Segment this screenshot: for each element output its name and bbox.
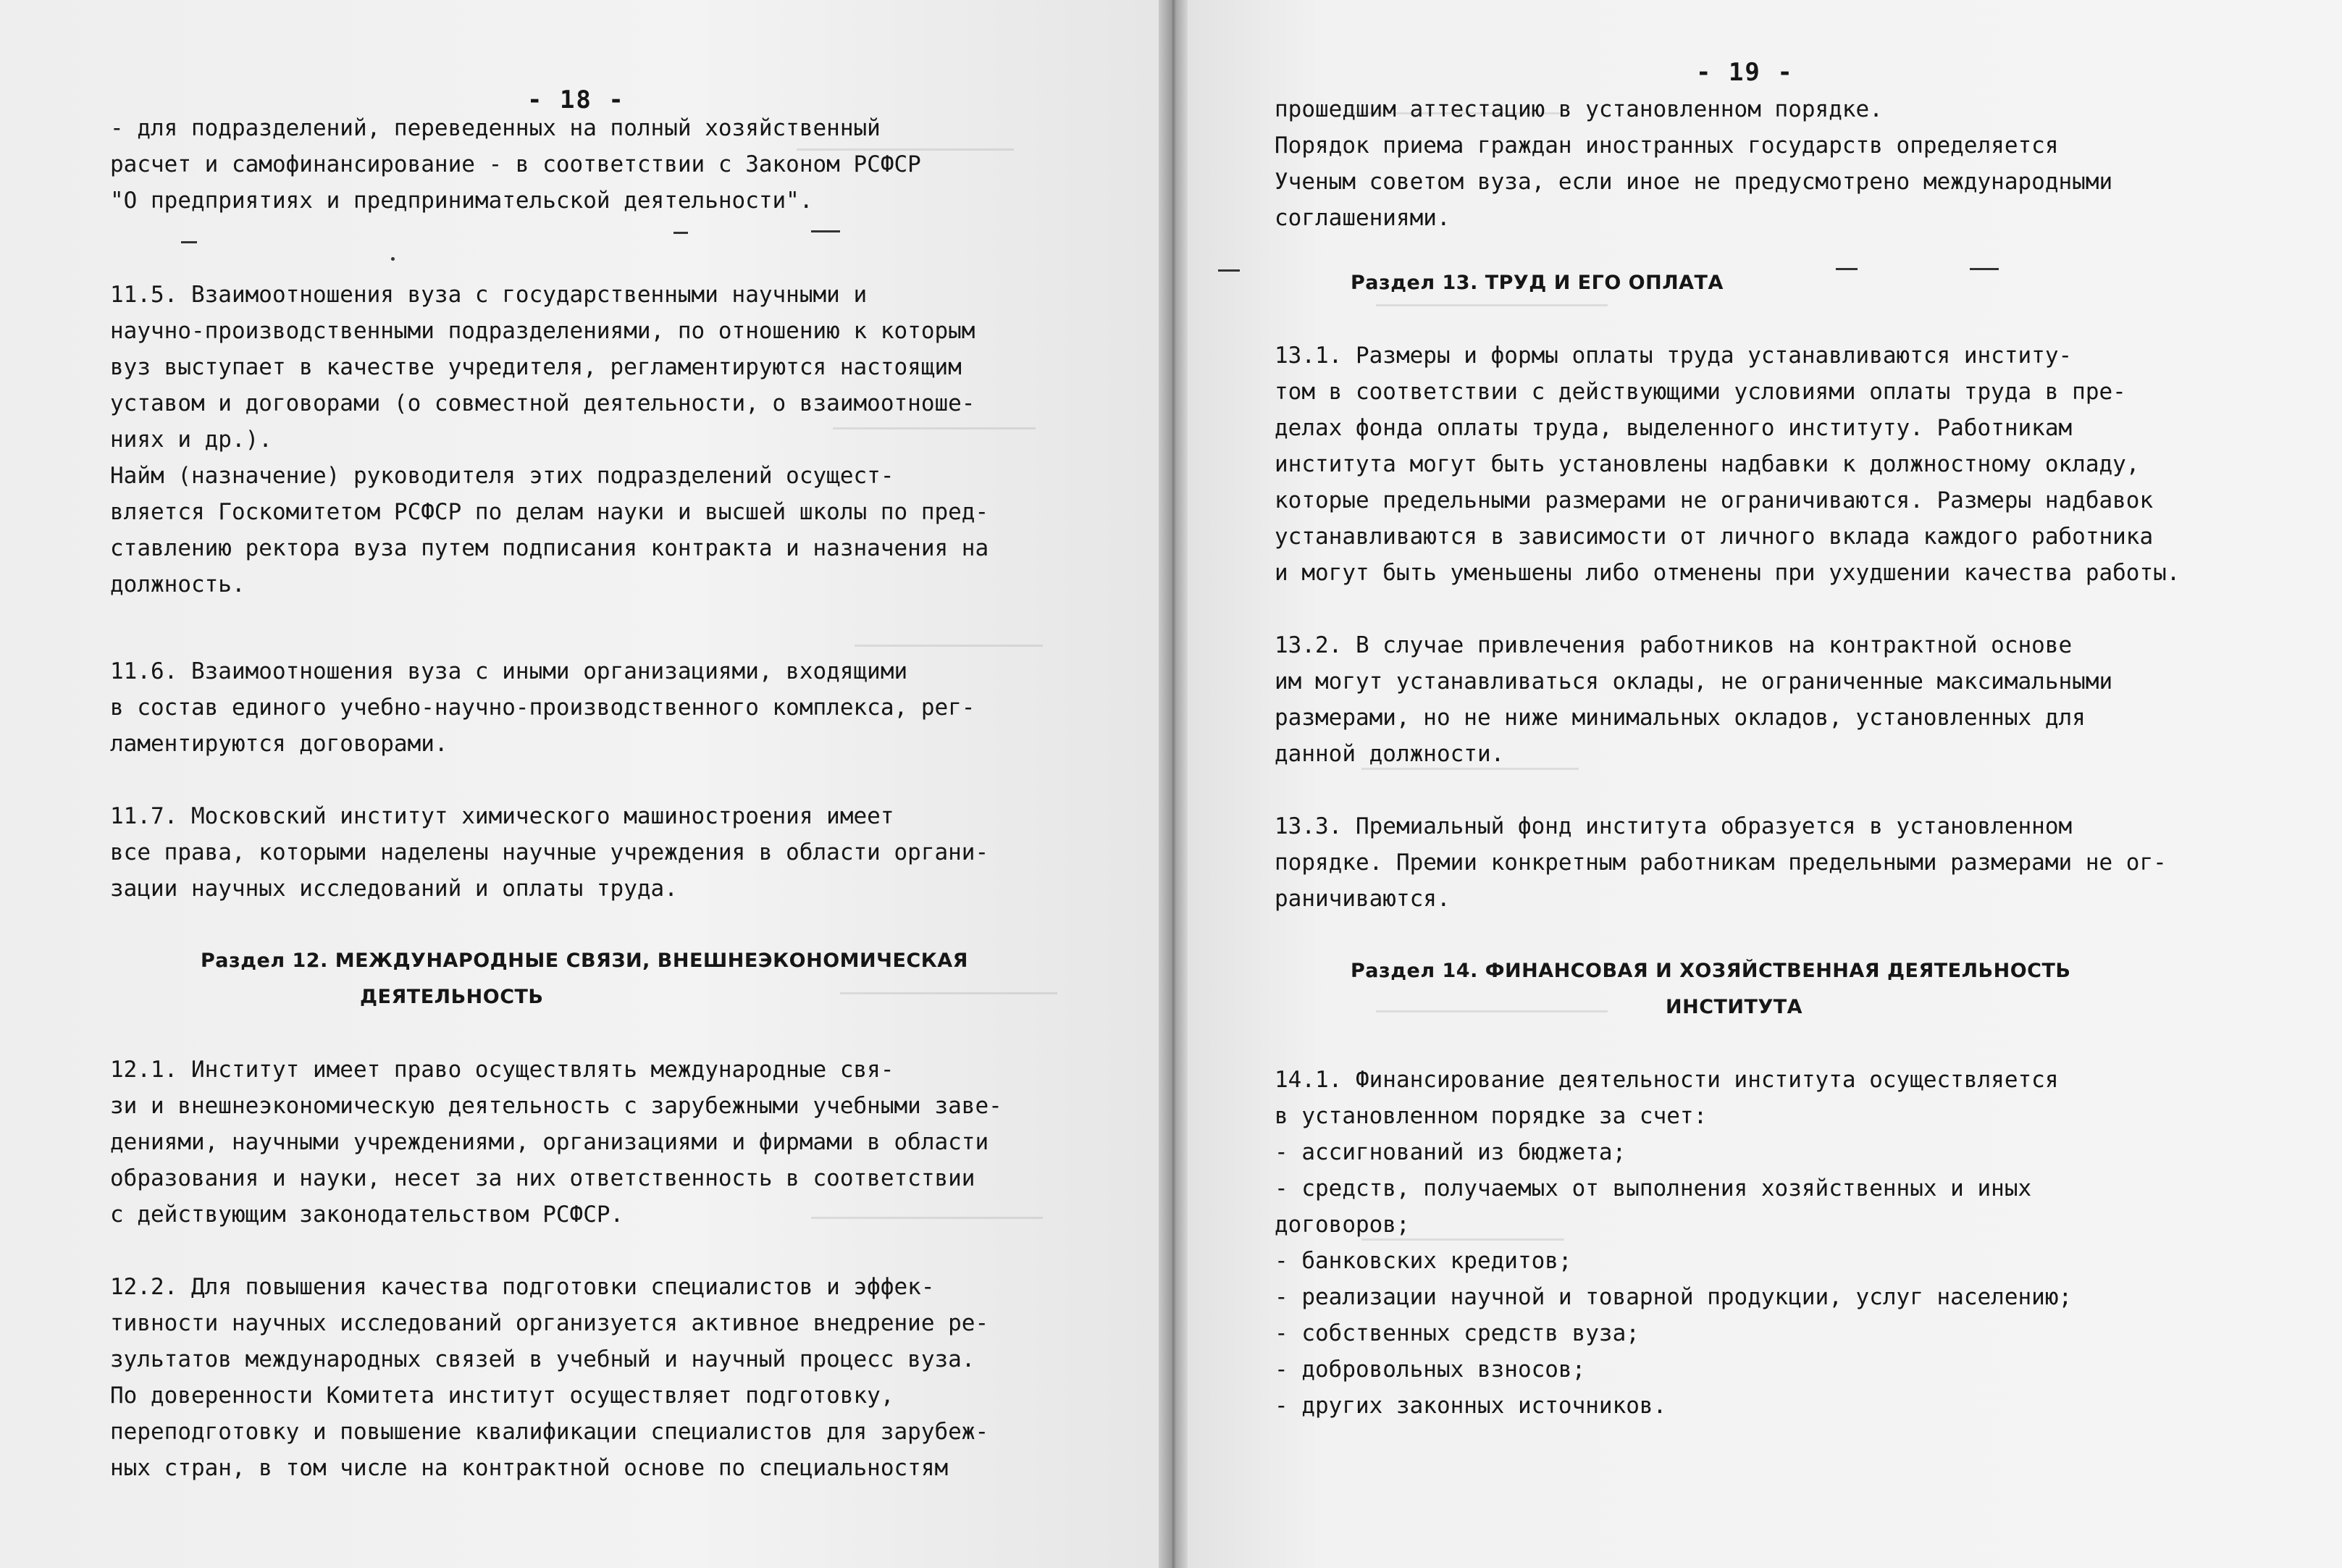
text-line: 11.7. Московский институт химического машиностроения имеет: [110, 803, 894, 829]
section-heading: ДЕЯТЕЛЬНОСТЬ: [360, 986, 544, 1008]
text-line: 14.1. Финансирование деятельности института осуществляется: [1275, 1067, 2059, 1093]
list-item: договоров;: [1275, 1212, 1410, 1238]
text-line: все права, которыми наделены научные учреждения в области органи-: [110, 839, 989, 865]
text-line: дениями, научными учреждениями, организациями и фирмами в области: [110, 1129, 989, 1155]
text-line: ламентируются договорами.: [110, 731, 448, 757]
right-page-body: [1275, 91, 2180, 1424]
text-line: ных стран, в том числе на контрактной основе по специальностям: [110, 1455, 949, 1481]
page-number-19: - 19 -: [1696, 58, 1794, 87]
text-line: расчет и самофинансирование - в соответствии с Законом РСФСР: [110, 151, 921, 177]
text-line: "О предприятиях и предпринимательской деятельности".: [110, 188, 813, 214]
text-line: в установленном порядке за счет:: [1275, 1103, 1708, 1129]
section-heading: Раздел 13. ТРУД И ЕГО ОПЛАТА: [1351, 272, 1724, 294]
text-line: вуз выступает в качестве учредителя, регламентируются настоящим: [110, 354, 962, 380]
text-line: тивности научных исследований организуется активное внедрение ре-: [110, 1310, 989, 1336]
text-line: размерами, но не ниже минимальных окладов, установленных для: [1275, 705, 2086, 731]
right-page: [1188, 0, 2342, 1568]
text-line: прошедшим аттестацию в установленном порядке.: [1275, 96, 1883, 122]
list-item: - банковских кредитов;: [1275, 1248, 1572, 1274]
section-heading: Раздел 14. ФИНАНСОВАЯ И ХОЗЯЙСТВЕННАЯ ДЕЯТЕЛЬНОСТЬ: [1351, 960, 2071, 982]
text-line: делах фонда оплаты труда, выделенного институту. Работникам: [1275, 415, 2073, 441]
text-line: ставлению ректора вуза путем подписания контракта и назначения на: [110, 535, 989, 561]
text-line: том в соответствии с действующими условиями оплаты труда в пре-: [1275, 379, 2126, 405]
section-heading: Раздел 12. МЕЖДУНАРОДНЫЕ СВЯЗИ, ВНЕШНЕЭКОНОМИЧЕСКАЯ: [201, 949, 968, 972]
text-line: уставом и договорами (о совместной деятельности, о взаимоотноше-: [110, 390, 975, 416]
text-line: раничиваются.: [1275, 886, 1451, 912]
text-line: научно-производственными подразделениями, по отношению к которым: [110, 318, 975, 344]
text-line: 11.5. Взаимоотношения вуза с государственными научными и: [110, 282, 868, 308]
text-line: института могут быть установлены надбавки к должностному окладу,: [1275, 451, 2140, 477]
text-line: По доверенности Комитета институт осуществляет подготовку,: [110, 1383, 894, 1409]
text-line: переподготовку и повышение квалификации специалистов для зарубеж-: [110, 1419, 989, 1445]
text-line: в состав единого учебно-научно-производственного комплекса, рег-: [110, 695, 975, 721]
book-gutter: [1159, 0, 1188, 1568]
text-line: данной должности.: [1275, 741, 1505, 767]
left-page: [0, 0, 1159, 1568]
text-line: 12.1. Институт имеет право осуществлять международные свя-: [110, 1057, 894, 1083]
page-number-18: - 18 -: [527, 85, 625, 114]
list-item: - ассигнований из бюджета;: [1275, 1139, 1627, 1165]
text-line: зи и внешнеэкономическую деятельность с зарубежными учебными заве-: [110, 1093, 1002, 1119]
text-line: 13.1. Размеры и формы оплаты труда устанавливаются институ-: [1275, 343, 2073, 369]
text-line: должность.: [110, 571, 245, 598]
list-item: - реализации научной и товарной продукции, услуг населению;: [1275, 1284, 2073, 1310]
stray-mark: [1218, 269, 1240, 272]
text-line: устанавливаются в зависимости от личного вклада каждого работника: [1275, 524, 2154, 550]
text-line: Ученым советом вуза, если иное не предусмотрено международными: [1275, 169, 2113, 195]
text-line: 13.2. В случае привлечения работников на контрактной основе: [1275, 632, 2073, 658]
text-line: и могут быть уменьшены либо отменены при ухудшении качества работы.: [1275, 560, 2181, 586]
text-line: зультатов международных связей в учебный и научный процесс вуза.: [110, 1346, 975, 1372]
list-item: - других законных источников.: [1275, 1393, 1667, 1419]
list-item: - средств, получаемых от выполнения хозяйственных и иных: [1275, 1175, 2032, 1202]
text-line: с действующим законодательством РСФСР.: [110, 1202, 624, 1228]
text-line: Найм (назначение) руководителя этих подразделений осущест-: [110, 463, 894, 489]
list-item: - собственных средств вуза;: [1275, 1320, 1640, 1346]
text-line: порядке. Премии конкретным работникам предельными размерами не ог-: [1275, 850, 2167, 876]
text-line: 11.6. Взаимоотношения вуза с иными организациями, входящими: [110, 658, 908, 684]
text-line: которые предельными размерами не ограничиваются. Размеры надбавок: [1275, 487, 2154, 513]
text-line: образования и науки, несет за них ответственность в соответствии: [110, 1165, 975, 1191]
text-line: 13.3. Премиальный фонд института образуется в установленном: [1275, 813, 2073, 839]
left-page-body: [110, 110, 1002, 1486]
text-line: 12.2. Для повышения качества подготовки специалистов и эффек-: [110, 1274, 935, 1300]
text-line: вляется Госкомитетом РСФСР по делам науки и высшей школы по пред-: [110, 499, 989, 525]
text-line: им могут устанавливаться оклады, не ограниченные максимальными: [1275, 668, 2113, 695]
text-line: ниях и др.).: [110, 427, 272, 453]
text-line: зации научных исследований и оплаты труда.: [110, 876, 678, 902]
text-line: - для подразделений, переведенных на полный хозяйственный: [110, 115, 881, 141]
text-line: соглашениями.: [1275, 205, 1451, 231]
section-heading: ИНСТИТУТА: [1666, 996, 1803, 1018]
list-item: - добровольных взносов;: [1275, 1357, 1586, 1383]
text-line: Порядок приема граждан иностранных государств определяется: [1275, 133, 2059, 159]
